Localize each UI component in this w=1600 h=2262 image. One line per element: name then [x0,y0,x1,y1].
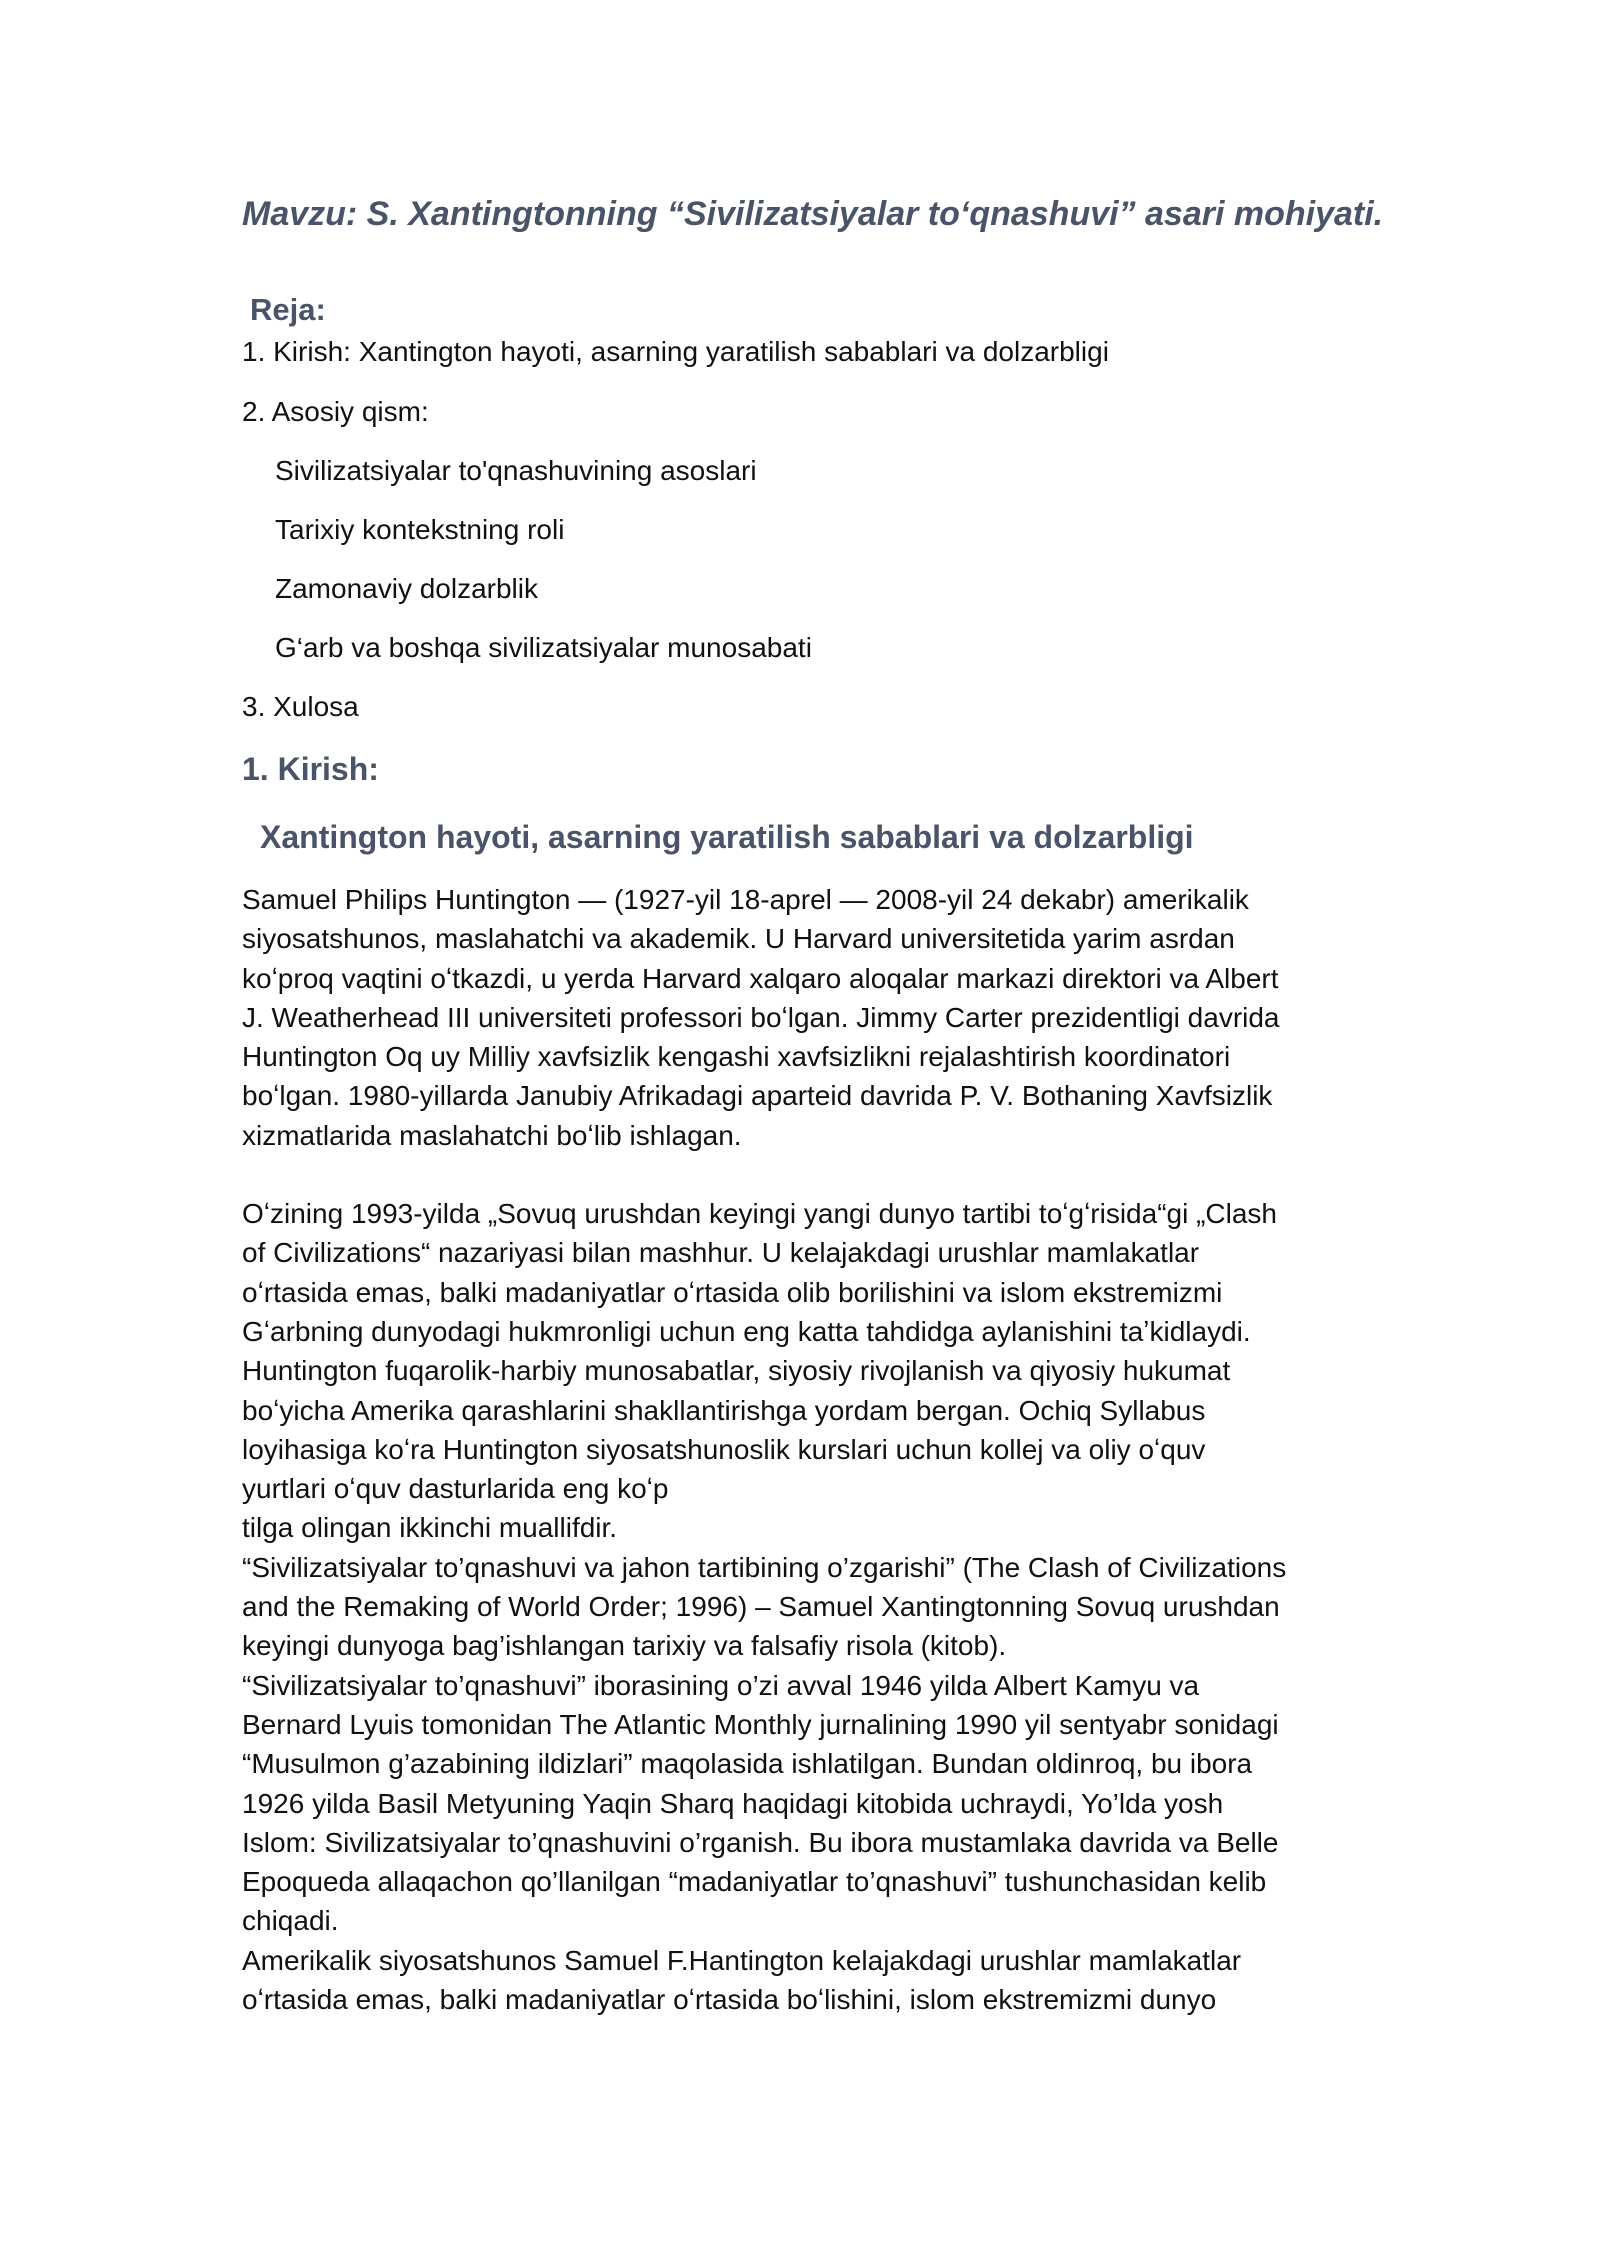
text-line: siyosatshunos, maslahatchi va akademik. U Harvard universitetida yarim asrdan [242,923,1235,955]
text-line: Oʻzining 1993-yilda „Sovuq urushdan keyingi yangi dunyo tartibi toʻgʻrisida“gi „Clash [242,1198,1278,1230]
text-line: koʻproq vaqtini oʻtkazdi, u yerda Harvard xalqaro aloqalar markazi direktori va Albert [242,962,1279,994]
text-line: “Musulmon g’azabining ildizlari” maqolasida ishlatilgan. Bundan oldinroq, bu ibora [242,1748,1253,1780]
text-line: loyihasiga koʻra Huntington siyosatshunoslik kurslari uchun kollej va oliy oʻquv [242,1433,1206,1465]
plan-item-main: 2. Asosiy qism: [242,396,429,427]
text-line: Huntington Oq uy Milliy xavfsizlik kengashi xavfsizlikni rejalashtirish koordinatori [242,1041,1231,1073]
text-line: xizmatlarida maslahatchi boʻlib ishlagan. [242,1119,742,1151]
plan-subitem-historical-context: Tarixiy kontekstning roli [275,514,565,545]
text-line: chiqadi. [242,1905,339,1937]
text-line: of Civilizations“ nazariyasi bilan mashhur. U kelajakdagi urushlar mamlakatlar [242,1237,1200,1269]
text-line: J. Weatherhead III universiteti professori boʻlgan. Jimmy Carter prezidentligi davrida [242,1001,1280,1033]
text-line: boʻlgan. 1980-yillarda Janubiy Afrikadagi aparteid davrida P. V. Bothaning Xavfsizlik [242,1080,1273,1112]
text-line: Samuel Philips Huntington — (1927-yil 18-aprel — 2008-yil 24 dekabr) amerikalik [242,884,1249,915]
document-page [242,190,1384,2019]
text-line: “Sivilizatsiyalar to’qnashuvi” iborasining o’zi avval 1946 yilda Albert Kamyu va [242,1669,1200,1701]
text-line: Gʻarbning dunyodagi hukmronligi uchun eng katta tahdidga aylanishini taʼkidlaydi. [242,1315,1251,1347]
plan-heading: Reja: [250,292,326,327]
text-line: tilga olingan ikkinchi muallifdir. [242,1512,618,1544]
text-line: keyingi dunyoga bag’ishlangan tarixiy va falsafiy risola (kitob). [242,1630,1007,1662]
text-line: Islom: Sivilizatsiyalar to’qnashuvini o’rganish. Bu ibora mustamlaka davrida va Belle [242,1826,1279,1858]
plan-list [242,332,1362,746]
text-line: Epoqueda allaqachon qo’llanilgan “madaniyatlar to’qnashuvi” tushunchasidan kelib [242,1866,1267,1898]
text-line: boʻyicha Amerika qarashlarini shakllantirishga yordam bergan. Ochiq Syllabus [242,1394,1206,1426]
text-line: Huntington fuqarolik-harbiy munosabatlar, siyosiy rivojlanish va qiyosiy hukumat [242,1355,1231,1387]
section-heading-intro: 1. Kirish: [242,751,379,787]
paragraph-spacer [242,1155,1362,1194]
text-line: Amerikalik siyosatshunos Samuel F.Hantington kelajakdagi urushlar mamlakatlar [242,1944,1242,1976]
text-line: and the Remaking of World Order; 1996) – Samuel Xantingtonning Sovuq urushdan [242,1591,1280,1623]
plan-subitem-west-relations: G‘arb va boshqa sivilizatsiyalar munosabati [275,632,812,663]
paragraph-clash-theory [242,1194,1362,2019]
text-line: oʻrtasida emas, balki madaniyatlar oʻrtasida boʻlishini, islom ekstremizmi dunyo [242,1984,1217,2016]
section-subheading-intro: Xantington hayoti, asarning yaratilish sabablari va dolzarbligi [260,819,1194,855]
plan-item-conclusion: 3. Xulosa [242,691,359,722]
document-title: Mavzu: S. Xantingtonning “Sivilizatsiyalar to‘qnashuvi” asari mohiyati. [242,195,1384,233]
plan-item-intro: 1. Kirish: Xantington hayoti, asarning yaratilish sabablari va dolzarbligi [242,336,1109,367]
text-line: oʻrtasida emas, balki madaniyatlar oʻrtasida olib borilishini va islom ekstremizmi [242,1276,1223,1308]
text-line: Bernard Lyuis tomonidan The Atlantic Monthly jurnalining 1990 yil sentyabr sonidagi [242,1708,1279,1740]
text-line: 1926 yilda Basil Metyuning Yaqin Sharq haqidagi kitobida uchraydi, Yo’lda yosh [242,1787,1224,1819]
text-line: yurtlari oʻquv dasturlarida eng koʻp [242,1473,669,1505]
text-line: “Sivilizatsiyalar to’qnashuvi va jahon tartibining o’zgarishi” (The Clash of Civilizations [242,1551,1287,1583]
paragraph-biography [242,880,1362,1155]
plan-subitem-modern-relevance: Zamonaviy dolzarblik [275,573,538,604]
plan-subitem-foundations: Sivilizatsiyalar to'qnashuvining asoslari [275,455,757,486]
